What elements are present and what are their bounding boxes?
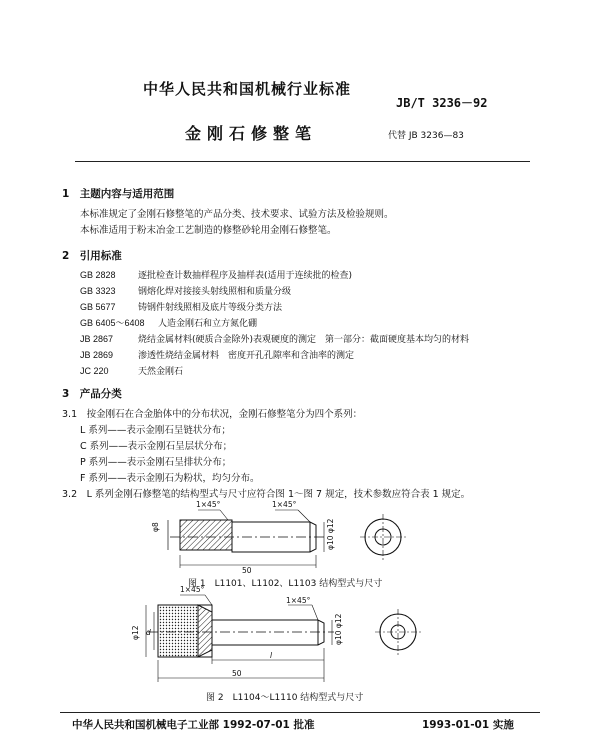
figure-1-caption: 图 1 L1101、L1102、L1103 结构型式与尺寸 <box>188 579 383 589</box>
fig1-chamfer-right-label: 1×45° <box>272 500 297 509</box>
fig1-diameter-right-label: φ10 φ12 <box>326 518 335 550</box>
reference-code: GB 6405～6408 <box>80 318 145 328</box>
series-item: F 系列——表示金刚石为粉状，均匀分布。 <box>80 473 260 484</box>
figure-2-end-view <box>375 609 421 655</box>
reference-title: 人造金刚石和立方氮化硼 <box>158 319 258 329</box>
fig1-chamfer-left-label: 1×45° <box>196 500 221 509</box>
approval-statement: 中华人民共和国机械电子工业部 1992-07-01 批准 <box>72 719 315 731</box>
standard-number: JB/T 3236－92 <box>396 96 488 110</box>
reference-code: GB 2828 <box>80 270 116 280</box>
section-2-heading: 2 引用标准 <box>62 250 122 262</box>
fig1-diamond-head <box>180 520 232 550</box>
reference-code: JC 220 <box>80 366 109 376</box>
fig2-length-label: 50 <box>232 669 242 678</box>
series-item: C 系列——表示金刚石呈层状分布； <box>80 441 233 452</box>
reference-title: 天然金刚石 <box>138 367 184 377</box>
effective-date: 1993-01-01 实施 <box>422 719 514 731</box>
fig2-sintered-matrix <box>158 605 198 657</box>
fig2-l-label: l <box>270 651 273 660</box>
section-1-heading: 1 主题内容与适用范围 <box>62 188 175 200</box>
fig2-shank <box>212 620 324 645</box>
replaces-note: 代替 JB 3236—83 <box>388 131 464 141</box>
reference-code: JB 2869 <box>80 350 114 360</box>
reference-code: GB 3323 <box>80 286 116 296</box>
series-item: P 系列——表示金刚石呈排状分布； <box>80 457 232 468</box>
reference-code: GB 5677 <box>80 302 116 312</box>
fig2-diamond-chain <box>198 605 212 657</box>
reference-title: 逐批检查计数抽样程序及抽样表(适用于连续批的检查) <box>138 271 353 281</box>
clause-3-2: 3.2 L 系列金刚石修整笔的结构型式与尺寸应符合图 1～图 7 规定，技术参数应符合表 1 规定。 <box>62 489 471 500</box>
reference-title: 铸钢件射线照相及底片等级分类方法 <box>138 303 283 313</box>
figure-1-end-view <box>360 514 406 560</box>
figure-1-side-view <box>168 510 326 568</box>
section-1-paragraph-2: 本标准适用于粉末冶金工艺制造的修整砂轮用金刚石修整笔。 <box>80 225 337 236</box>
series-item: L 系列——表示金刚石呈链状分布； <box>80 425 231 436</box>
fig2-diameter-right-label: φ10 φ12 <box>334 613 343 645</box>
section-3-heading: 3 产品分类 <box>62 388 122 400</box>
fig2-chamfer-right-label: 1×45° <box>286 596 311 605</box>
reference-title: 烧结金属材料(硬质合金除外)表观硬度的测定 第一部分：截面硬度基本均匀的材料 <box>138 335 470 345</box>
reference-title: 渗透性烧结金属材料 密度开孔孔隙率和含油率的测定 <box>138 351 355 361</box>
fig2-diameter-left-label: φ12 <box>131 625 140 640</box>
fig1-diameter-left-label: φ8 <box>151 522 160 532</box>
issuing-organization: 中华人民共和国机械行业标准 <box>143 80 352 98</box>
fig2-d-label: d <box>146 628 151 637</box>
footer-rule <box>60 712 540 713</box>
section-1-paragraph-1: 本标准规定了金刚石修整笔的产品分类、技术要求、试验方法及检验规则。 <box>80 209 394 220</box>
fig1-length-label: 50 <box>242 566 252 575</box>
reference-title: 钢熔化焊对接接头射线照相和质量分级 <box>138 287 292 297</box>
fig2-chamfer-left-label: 1×45° <box>180 585 205 594</box>
reference-code: JB 2867 <box>80 334 114 344</box>
clause-3-1: 3.1 按金刚石在合金胎体中的分布状况，金刚石修整笔分为四个系列： <box>62 409 363 420</box>
document-title: 金刚石修整笔 <box>185 124 318 143</box>
figure-2-caption: 图 2 L1104～L1110 结构型式与尺寸 <box>206 693 364 703</box>
